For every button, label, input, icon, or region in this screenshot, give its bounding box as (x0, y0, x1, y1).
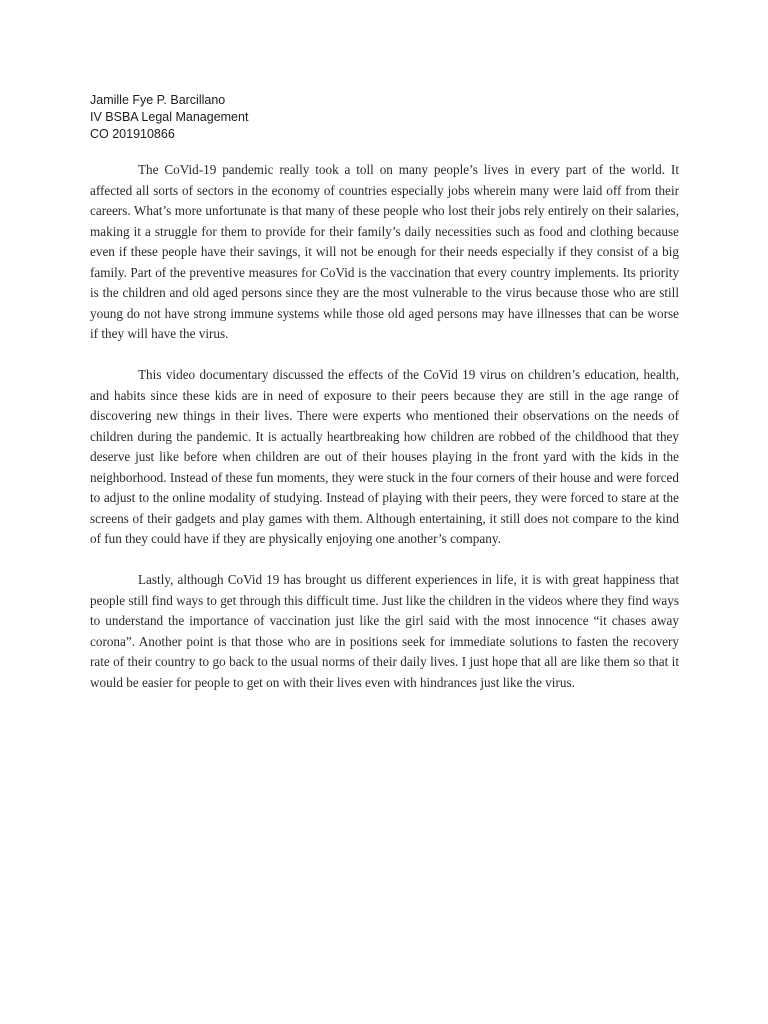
author-program: IV BSBA Legal Management (90, 110, 249, 124)
author-name: Jamille Fye P. Barcillano (90, 93, 226, 107)
paragraph-2: This video documentary discussed the effects of the CoVid 19 virus on children’s education, health, and habits since these kids are in need of exposure to their peers because they are still in the age range of discovering new things in their lives. There were experts who mentioned their observations on the needs of children during the pandemic. It is actually heartbreaking how children are robbed of the childhood that they deserve just like before when children are out of their houses playing in the front yard with the kids in the neighborhood. Instead of these fun moments, they were stuck in the four corners of their house and were forced to adjust to the online modality of studying. Instead of playing with their peers, they were forced to stare at the screens of their gadgets and play games with them. Although entertaining, it still does not compare to the kind of fun they could have if they are physically enjoying one another’s company. (90, 367, 679, 546)
author-header (90, 92, 490, 143)
paragraph-3: Lastly, although CoVid 19 has brought us different experiences in life, it is with great happiness that people still find ways to get through this difficult time. Just like the children in the videos where they find ways to understand the importance of vaccination just like the girl said with the most innocence “it chases away corona”. Another point is that those who are in positions seek for immediate solutions to fasten the recovery rate of their country to go back to the usual norms of their daily lives. I just hope that all are like them so that it would be easier for people to get on with their lives even with hindrances just like the virus. (90, 572, 679, 690)
paragraph-1: The CoVid-19 pandemic really took a toll on many people’s lives in every part of the world. It affected all sorts of sectors in the economy of countries especially jobs wherein many were laid off from their careers. What’s more unfortunate is that many of these people who lost their jobs rely entirely on their salaries, making it a struggle for them to provide for their family’s daily necessities such as food and clothing because even if these people have their savings, it will not be enough for their needs especially if they consist of a big family. Part of the preventive measures for CoVid is the vaccination that every country implements. Its priority is the children and old aged persons since they are the most vulnerable to the virus because those who are still young do not have strong immune systems while those old aged persons may have illnesses that can be worse if they will have the virus. (90, 162, 679, 341)
essay-body (90, 160, 679, 714)
author-student-id: CO 201910866 (90, 127, 175, 141)
